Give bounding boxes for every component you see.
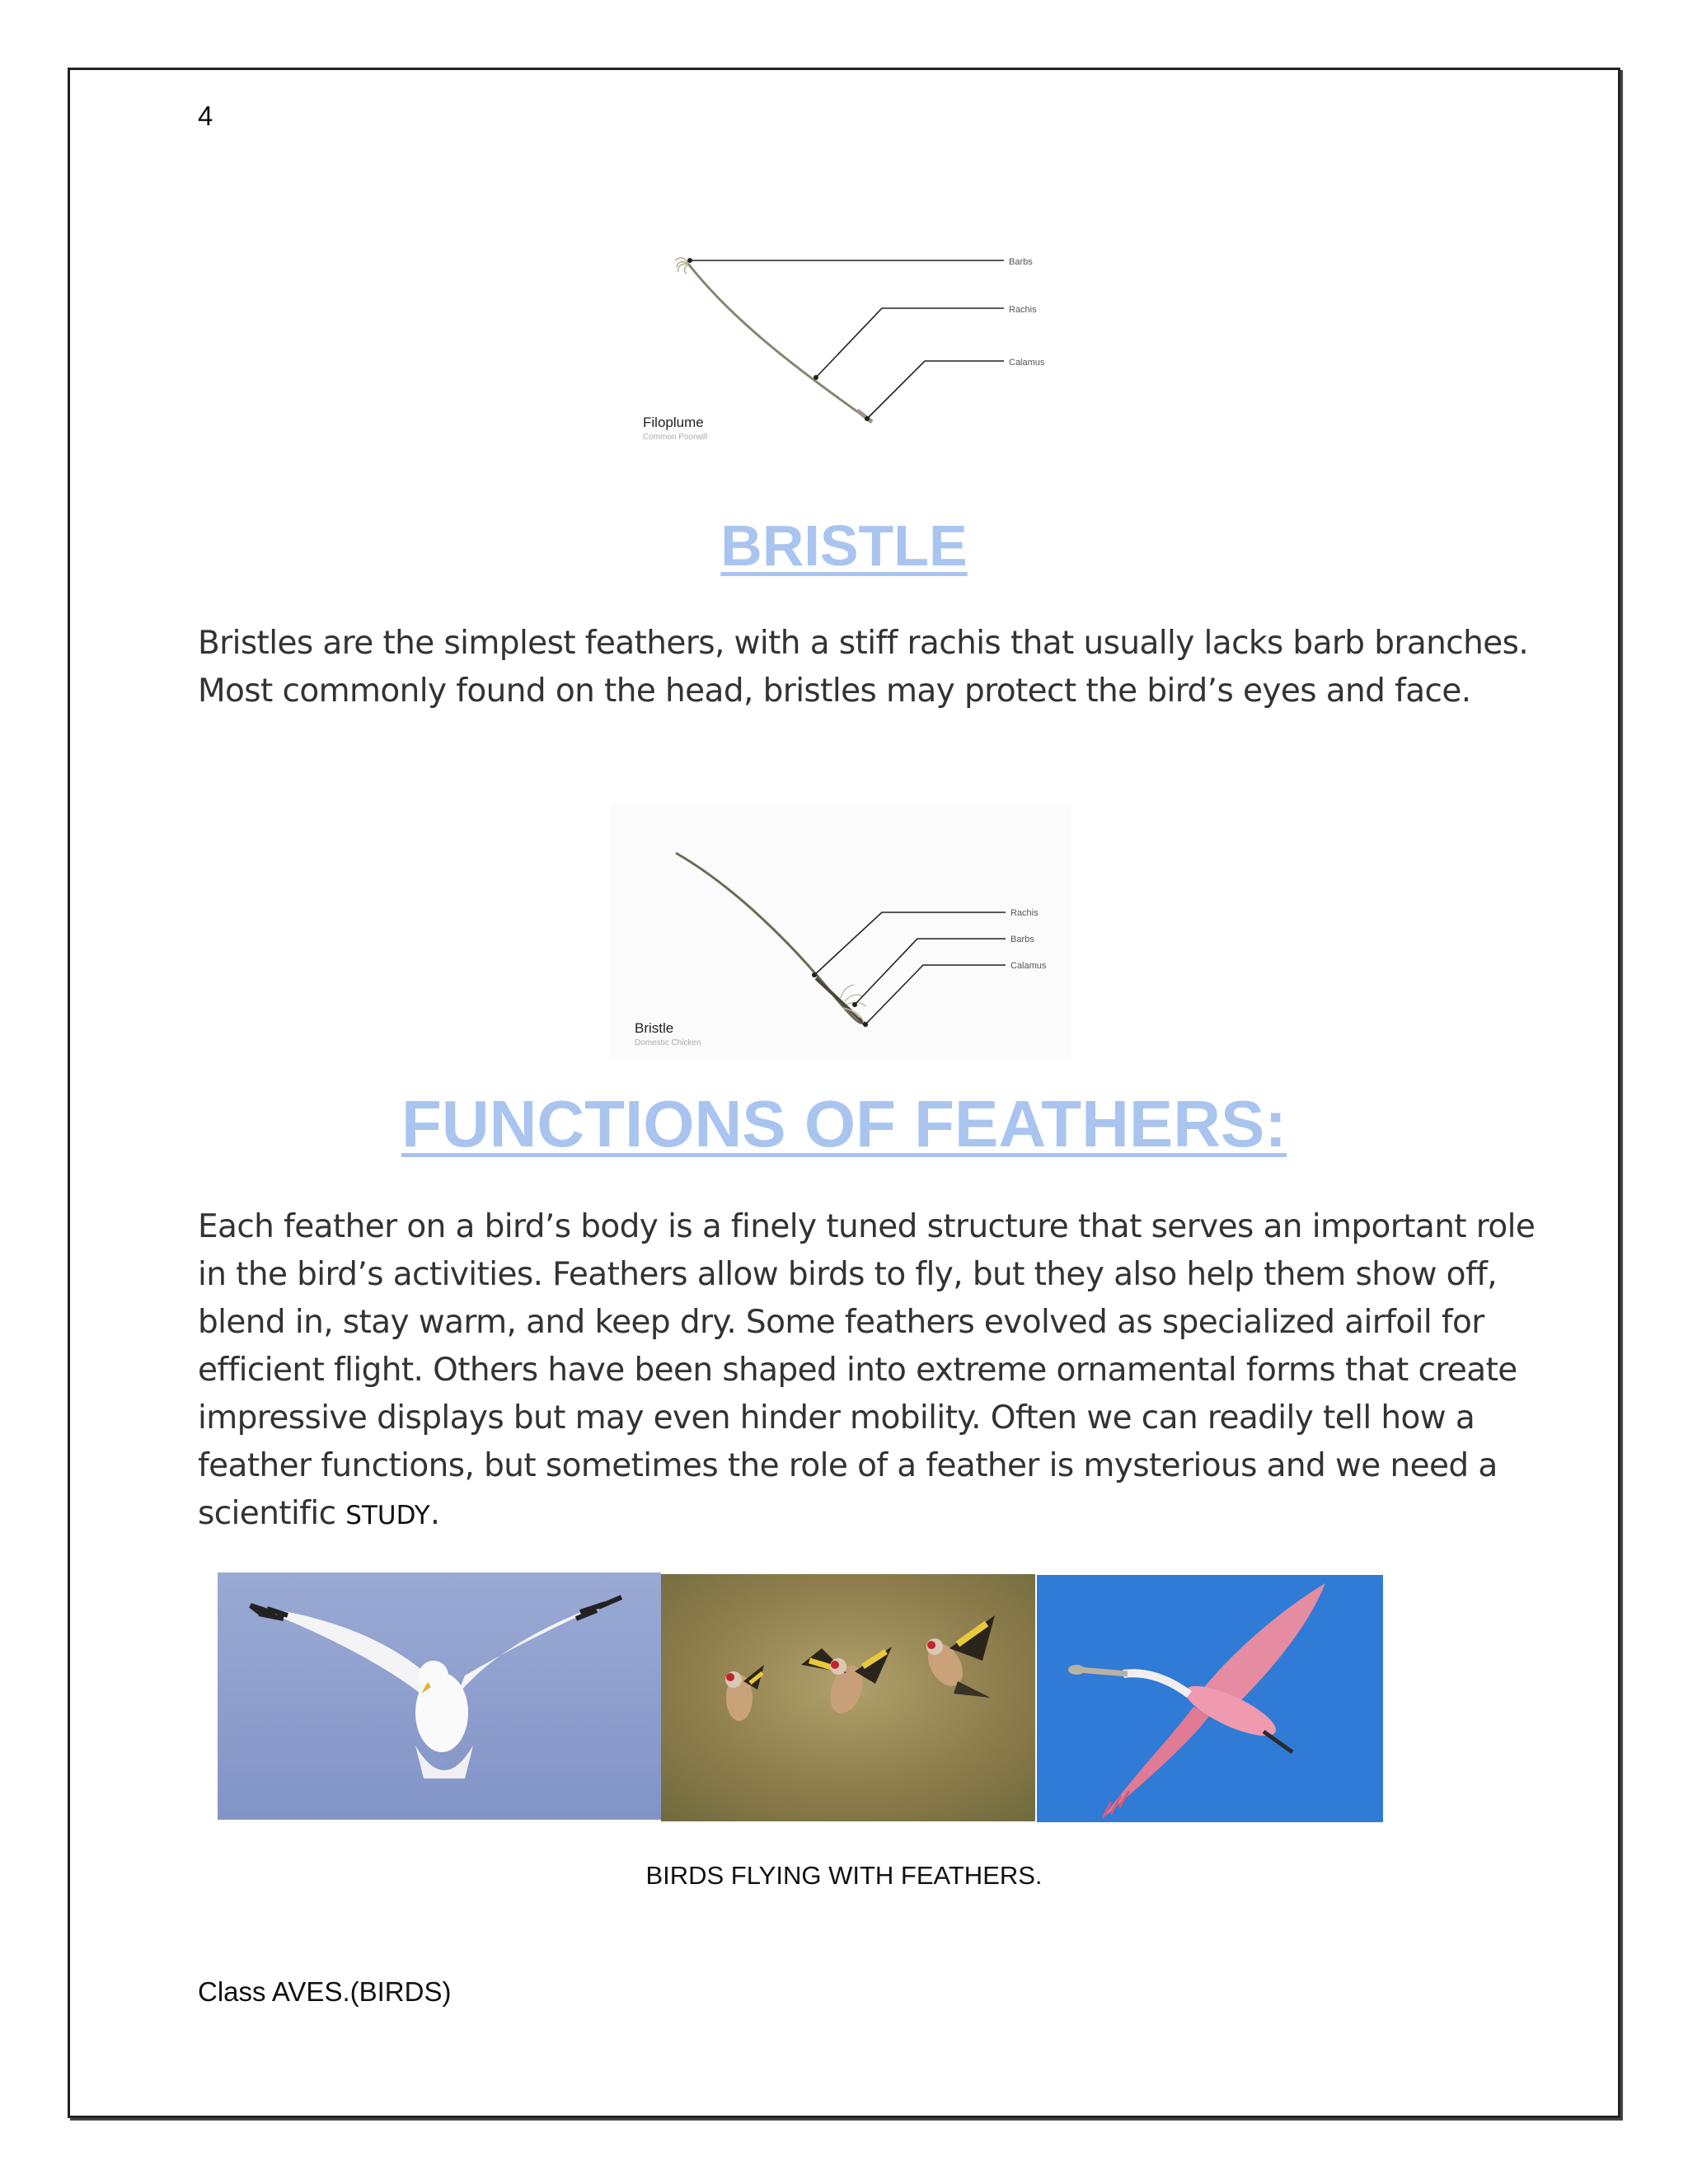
filoplume-leader-rachis	[816, 308, 1004, 377]
filoplume-diagram	[610, 198, 1071, 453]
photo-goldfinches	[661, 1574, 1035, 1821]
filoplume-label-rachis: Rachis	[1009, 305, 1037, 315]
page-number: 4	[198, 101, 213, 131]
filoplume-barbs-tuft	[675, 258, 688, 274]
spoonbill-image	[1037, 1575, 1383, 1822]
filoplume-point-calamus	[865, 416, 870, 421]
bristle-leader-calamus	[865, 965, 1006, 1024]
bristle-name: Bristle	[635, 1020, 674, 1036]
bristle-illustration	[610, 804, 1071, 1059]
bristle-point-rachis	[812, 972, 817, 977]
bristle-diagram	[610, 804, 1071, 1059]
page-footer: Class AVES.(BIRDS)	[198, 1976, 452, 2007]
bristle-label-rachis: Rachis	[1010, 908, 1039, 918]
goldfinch-image	[661, 1574, 1035, 1821]
filoplume-point-barbs	[687, 258, 692, 263]
filoplume-species: Common Poorwill	[643, 433, 708, 442]
filoplume-illustration	[610, 198, 1071, 453]
functions-paragraph-period: .	[429, 1495, 440, 1532]
photos-caption: BIRDS FLYING WITH FEATHERS.	[645, 1861, 1043, 1890]
filoplume-leader-calamus	[867, 361, 1004, 419]
bristle-leader-barbs	[855, 939, 1006, 1005]
filoplume-point-rachis	[814, 375, 818, 380]
gull-image	[218, 1572, 661, 1820]
filoplume-rachis	[688, 264, 870, 420]
bristle-label-barbs: Barbs	[1010, 935, 1034, 944]
bristle-point-calamus	[863, 1022, 868, 1027]
bristle-heading: BRISTLE	[720, 513, 968, 578]
functions-paragraph-text: Each feather on a bird’s body is a finely tuned structure that serves an important role in the bird’s activities. Feathers allow birds to fly, but they also help them show off, blend in, stay warm, and keep dry. Some feathers evolved as specialized airfoil for efficient flight. Others have been shaped into extreme ornamental forms that create impressive displays but may even hinder mobility. Often we can readily tell how a feather functions, but sometimes the role of a feather is mysterious and we need a scientific	[198, 1208, 1536, 1532]
filoplume-name: Filoplume	[643, 415, 704, 430]
bristle-point-barbs	[852, 1002, 857, 1007]
functions-paragraph-study: STUDY	[345, 1501, 430, 1530]
filoplume-label-barbs: Barbs	[1009, 257, 1033, 267]
bristle-paragraph: Bristles are the simplest feathers, with a stiff rachis that usually lacks barb branches. Most commonly found on the head, bristles may protect the bird’s eyes and face.	[198, 625, 1529, 710]
functions-paragraph	[198, 1203, 1550, 1540]
functions-heading: FUNCTIONS OF FEATHERS:	[401, 1087, 1287, 1160]
bristle-species: Domestic Chicken	[635, 1038, 701, 1047]
filoplume-label-calamus: Calamus	[1009, 358, 1045, 368]
bristle-label-calamus: Calamus	[1010, 961, 1047, 971]
photo-gull	[218, 1572, 661, 1820]
photo-spoonbill	[1037, 1575, 1383, 1822]
bristle-calamus	[816, 978, 867, 1026]
